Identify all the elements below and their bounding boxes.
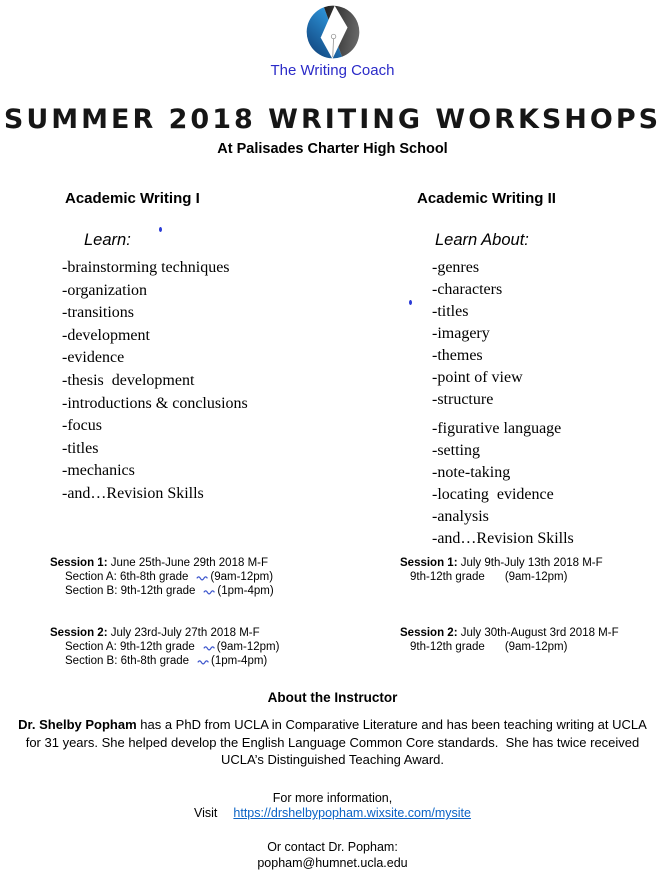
list-item: -introductions & conclusions <box>62 394 248 412</box>
list-item: -evidence <box>62 349 125 367</box>
instructor-name: Dr. Shelby Popham <box>18 717 137 732</box>
session-label: Session 1: <box>50 557 108 569</box>
list-item: -figurative language <box>432 420 562 437</box>
section-time: (1pm-4pm) <box>211 655 268 667</box>
session-dates: July 30th-August 3rd 2018 M-F <box>460 627 619 639</box>
website-link[interactable]: https://drshelbypopham.wixsite.com/mysite <box>233 806 471 820</box>
about-instructor-heading: About the Instructor <box>267 690 398 705</box>
session-dates: July 23rd-July 27th 2018 M-F <box>110 627 260 639</box>
session-dates: June 25th-June 29th 2018 M-F <box>110 557 269 569</box>
page-title: SUMMER 2018 WRITING WORKSHOPS <box>3 104 662 135</box>
session-section-line <box>65 584 274 598</box>
session-section-line <box>410 640 619 654</box>
more-info-line: For more information, <box>272 791 393 805</box>
section-text: 9th-12th grade <box>410 571 485 583</box>
session-2-right <box>400 626 619 654</box>
list-item: -and…Revision Skills <box>432 530 574 547</box>
column-heading: Academic Writing II <box>417 190 556 207</box>
list-item: -locating evidence <box>432 486 554 503</box>
list-item: -organization <box>62 281 148 299</box>
topic-list <box>432 257 662 550</box>
learn-label: Learn About: <box>435 231 529 249</box>
session-2-left <box>50 626 279 668</box>
list-item: -titles <box>62 439 99 457</box>
section-text: Section B: 9th-12th grade <box>65 585 196 597</box>
section-text: 9th-12th grade <box>410 641 485 653</box>
list-item: -point of view <box>432 369 523 386</box>
session-label: Session 2: <box>50 627 108 639</box>
stray-mark-icon <box>409 300 412 305</box>
column-academic-writing-2 <box>417 190 662 550</box>
list-item: -setting <box>432 442 480 459</box>
session-heading <box>50 626 279 640</box>
section-text: Section B: 6th-8th grade <box>65 655 190 667</box>
brand-name: The Writing Coach <box>270 62 395 79</box>
list-item: -focus <box>62 417 102 435</box>
topic-list <box>62 257 372 506</box>
session-section-line <box>65 640 279 654</box>
session-label: Session 2: <box>400 627 458 639</box>
column-academic-writing-1 <box>62 190 372 506</box>
session-heading <box>50 556 274 570</box>
page-subtitle: At Palisades Charter High School <box>217 141 448 157</box>
session-section-line <box>410 570 603 584</box>
section-time: (9am-12pm) <box>504 571 568 583</box>
list-item: -transitions <box>62 304 134 322</box>
visit-line <box>0 806 665 820</box>
session-section-line <box>65 654 279 668</box>
instructor-bio <box>12 716 653 769</box>
session-1-left <box>50 556 274 598</box>
stray-mark-icon <box>159 227 162 232</box>
email-text: popham@humnet.ucla.edu <box>257 856 408 870</box>
section-time: (9am-12pm) <box>210 571 274 583</box>
column-heading: Academic Writing I <box>65 190 200 207</box>
list-item: -characters <box>432 281 503 298</box>
session-label: Session 1: <box>400 557 458 569</box>
section-time: (9am-12pm) <box>504 641 568 653</box>
list-item: -analysis <box>432 508 489 525</box>
session-section-line <box>65 570 274 584</box>
pen-nib-logo-icon <box>305 4 361 60</box>
spellcheck-squiggle-icon <box>197 658 211 665</box>
logo-container <box>0 4 665 60</box>
session-heading <box>400 556 603 570</box>
visit-label: Visit <box>194 806 218 820</box>
session-heading <box>400 626 619 640</box>
list-item: -note-taking <box>432 464 511 481</box>
instructor-bio-text: has a PhD from UCLA in Comparative Literature and has been teaching writing at UCLA for 31 years. She helped develop the English Language Common Core standards. She has twice received UCLA’s Distinguished Teaching Award. <box>25 717 651 767</box>
contact-line: Or contact Dr. Popham: <box>267 840 398 854</box>
list-item: -brainstorming techniques <box>62 259 230 276</box>
list-item: -titles <box>432 303 469 320</box>
session-dates: July 9th-July 13th 2018 M-F <box>460 557 603 569</box>
list-item: -themes <box>432 347 483 364</box>
list-item: -imagery <box>432 325 490 342</box>
learn-label: Learn: <box>84 231 131 249</box>
list-item: -genres <box>432 259 480 276</box>
list-item: -mechanics <box>62 462 135 480</box>
spellcheck-squiggle-icon <box>203 644 217 651</box>
list-item: -thesis development <box>62 371 195 389</box>
list-item: -and…Revision Skills <box>62 484 204 502</box>
section-time: (1pm-4pm) <box>217 585 274 597</box>
session-1-right <box>400 556 603 584</box>
list-item: -structure <box>432 391 494 408</box>
list-item: -development <box>62 326 150 344</box>
spellcheck-squiggle-icon <box>196 574 210 581</box>
section-text: Section A: 9th-12th grade <box>65 641 195 653</box>
spellcheck-squiggle-icon <box>203 588 217 595</box>
section-time: (9am-12pm) <box>216 641 280 653</box>
section-text: Section A: 6th-8th grade <box>65 571 189 583</box>
